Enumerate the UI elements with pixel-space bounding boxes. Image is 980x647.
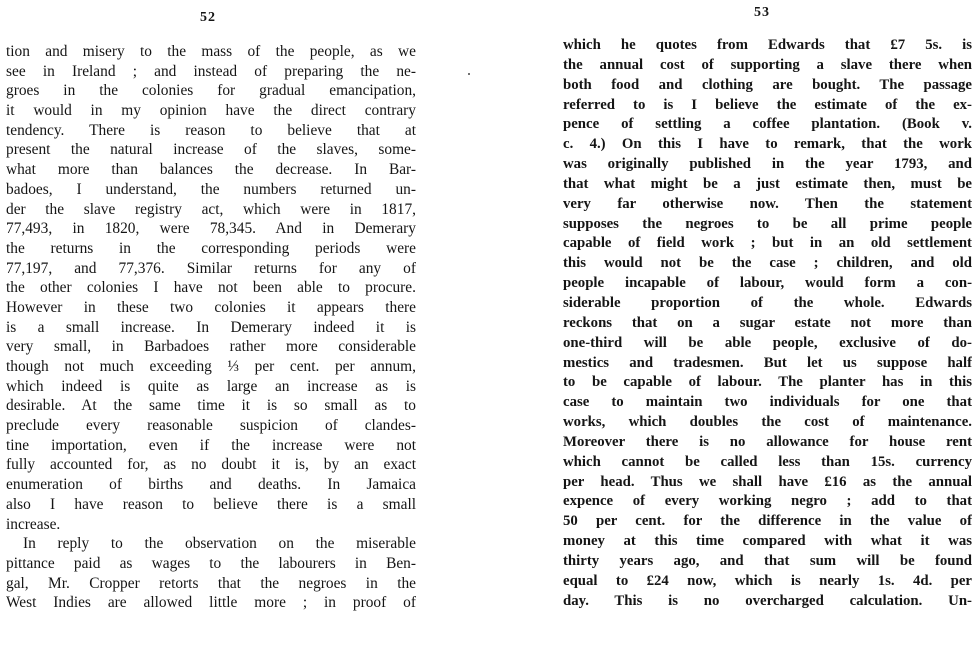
- text-line: to be capable of labour. The planter has in this: [563, 374, 972, 391]
- text-line: very far otherwise now. Then the statement: [563, 195, 972, 212]
- text-line: see in Ireland ; and instead of preparing the ne-: [6, 62, 416, 80]
- text-line: day. This is no overcharged calculation. Un-: [563, 592, 972, 609]
- text-line: is a small increase. In Demerary indeed it is: [6, 318, 416, 336]
- right-page-body: [563, 36, 972, 611]
- text-line: pittance paid as wages to the labourers in Ben-: [6, 554, 416, 572]
- text-line: der the slave registry act, which were in 1817,: [6, 200, 416, 218]
- text-line: was originally published in the year 1793, and: [563, 156, 972, 173]
- text-line: thirty years ago, and that sum will be found: [563, 552, 972, 569]
- text-line: which he quotes from Edwards that £7 5s. is: [563, 37, 972, 53]
- right-page-number: 53: [754, 5, 770, 20]
- text-line: West Indies are allowed little more ; in proof of: [6, 594, 416, 612]
- text-line: increase.: [6, 515, 61, 533]
- left-page-body: [6, 42, 416, 613]
- text-line: present the natural increase of the slaves, some-: [6, 141, 416, 159]
- text-line: it would in my opinion have the direct contrary: [6, 102, 416, 120]
- text-line: enumeration of births and deaths. In Jamaica: [6, 476, 416, 494]
- text-line: expence of every working negro ; add to that: [563, 493, 972, 510]
- text-line: preclude every reasonable suspicion of clandes-: [6, 417, 416, 435]
- text-line: which cannot be called less than 15s. currency: [563, 453, 972, 470]
- text-line: case to maintain two individuals for one that: [563, 394, 972, 411]
- text-line: 50 per cent. for the difference in the value of: [563, 513, 972, 530]
- text-line: However in these two colonies it appears there: [6, 298, 416, 316]
- text-line: very small, in Barbadoes rather more considerable: [6, 338, 416, 356]
- text-line: one-third will be able people, exclusive of do-: [563, 334, 972, 351]
- text-line: also I have reason to believe there is a small: [6, 495, 416, 513]
- text-line: people incapable of labour, would form a con-: [563, 275, 972, 292]
- text-line: both food and clothing are bought. The passage: [563, 76, 972, 93]
- text-line: 77,493, in 1820, were 78,345. And in Demerary: [6, 220, 416, 238]
- text-line: this would not be the case ; children, and old: [563, 255, 972, 272]
- text-line: tine importation, even if the increase were not: [6, 436, 416, 454]
- text-line: capable of field work ; but in an old settlement: [563, 235, 972, 252]
- text-line: c. 4.) On this I have to remark, that the work: [563, 136, 972, 153]
- text-line: the annual cost of supporting a slave there when: [563, 56, 972, 73]
- left-page-number: 52: [200, 10, 216, 25]
- text-line: referred to is I believe the estimate of the ex-: [563, 96, 972, 113]
- text-line: the returns in the corresponding periods were: [6, 239, 416, 257]
- text-line: money at this time compared with what it was: [563, 533, 972, 550]
- text-line: which indeed is quite as large an increase as is: [6, 377, 416, 395]
- text-line: the other colonies I have not been able to procure.: [6, 279, 416, 297]
- text-line: that what might be a just estimate then, must be: [563, 175, 972, 192]
- text-line: tion and misery to the mass of the people, as we: [6, 43, 416, 60]
- text-line: siderable proportion of the whole. Edwards: [563, 294, 972, 311]
- text-line: Moreover there is no allowance for house rent: [563, 433, 972, 450]
- text-line: fully accounted for, as no doubt it is, by an exact: [6, 456, 416, 474]
- text-line: pence of settling a coffee plantation. (Book v.: [563, 116, 972, 133]
- text-line: equal to £24 now, which is nearly 1s. 4d. per: [563, 572, 972, 589]
- text-line: works, which doubles the cost of maintenance.: [563, 414, 972, 431]
- text-line: supposes the negroes to be all prime people: [563, 215, 972, 232]
- text-line: what more than balances the decrease. In Bar-: [6, 161, 416, 179]
- text-line: badoes, I understand, the numbers returned un-: [6, 180, 416, 198]
- text-line: In reply to the observation on the miserable: [23, 535, 416, 553]
- page-speck: [468, 73, 470, 75]
- text-line: though not much exceeding ⅓ per cent. per annum,: [6, 358, 416, 375]
- text-line: mestics and tradesmen. But let us suppose half: [563, 354, 972, 371]
- text-line: per head. Thus we shall have £16 as the annual: [563, 473, 972, 490]
- text-line: gal, Mr. Cropper retorts that the negroes in the: [6, 574, 416, 592]
- text-line: desirable. At the same time it is so small as to: [6, 397, 416, 415]
- text-line: tendency. There is reason to believe that at: [6, 121, 416, 139]
- text-line: reckons that on a sugar estate not more than: [563, 314, 972, 331]
- text-line: groes in the colonies for gradual emancipation,: [6, 82, 416, 100]
- text-line: 77,197, and 77,376. Similar returns for any of: [6, 259, 416, 277]
